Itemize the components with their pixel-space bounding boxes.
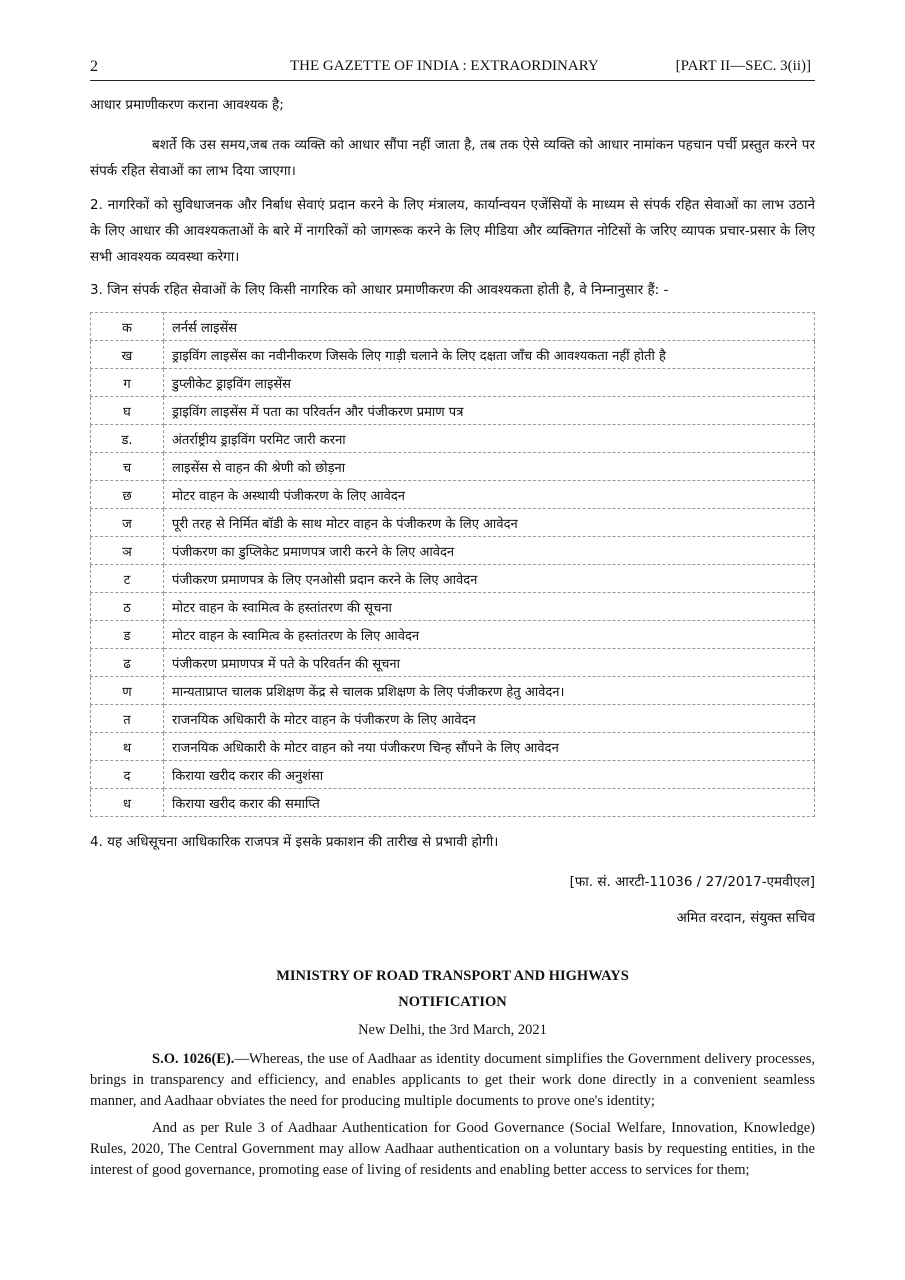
table-row xyxy=(91,593,815,621)
item-text: मोटर वाहन के स्वामित्व के हस्तांतरण के लिए आवेदन xyxy=(164,621,815,649)
table-row xyxy=(91,425,815,453)
item-text: किराया खरीद करार की अनुशंसा xyxy=(164,761,815,789)
table-row xyxy=(91,509,815,537)
item-letter: ड xyxy=(91,621,164,649)
item-letter: ठ xyxy=(91,593,164,621)
services-table xyxy=(90,312,815,817)
gazette-title: THE GAZETTE OF INDIA : EXTRAORDINARY xyxy=(290,58,599,74)
place-date: New Delhi, the 3rd March, 2021 xyxy=(358,1022,547,1038)
table-row xyxy=(91,565,815,593)
page-number: 2 xyxy=(90,58,98,75)
table-row xyxy=(91,705,815,733)
signatory: अमित वरदान, संयुक्त सचिव xyxy=(676,910,815,926)
item-text: डुप्लीकेट ड्राइविंग लाइसेंस xyxy=(164,369,815,397)
item-letter: क xyxy=(91,313,164,341)
table-row xyxy=(91,733,815,761)
table-row xyxy=(91,341,815,369)
item-letter: ख xyxy=(91,341,164,369)
item-letter: च xyxy=(91,453,164,481)
item-letter: ढ xyxy=(91,649,164,677)
hindi-proviso: बशर्ते कि उस समय,जब तक व्यक्ति को आधार सौंपा नहीं जाता है, तब तक ऐसे व्यक्ति को आधार नामांकन पहचान पर्ची प्रस्तुत करने पर संपर्क रहित सेवाओं का लाभ दिया जाएगा। xyxy=(90,137,815,179)
item-text: अंतर्राष्ट्रीय ड्राइविंग परमिट जारी करना xyxy=(164,425,815,453)
table-row xyxy=(91,789,815,817)
item-text: पंजीकरण प्रमाणपत्र में पते के परिवर्तन की सूचना xyxy=(164,649,815,677)
table-row xyxy=(91,621,815,649)
item-text: मान्यताप्राप्त चालक प्रशिक्षण केंद्र से चालक प्रशिक्षण के लिए पंजीकरण हेतु आवेदन। xyxy=(164,677,815,705)
item-letter: ध xyxy=(91,789,164,817)
item-letter: ट xyxy=(91,565,164,593)
item-text: मोटर वाहन के स्वामित्व के हस्तांतरण की सूचना xyxy=(164,593,815,621)
item-text: पूरी तरह से निर्मित बॉडी के साथ मोटर वाहन के पंजीकरण के लिए आवेदन xyxy=(164,509,815,537)
item-letter: ञ xyxy=(91,537,164,565)
table-row xyxy=(91,677,815,705)
hindi-para-2: 2. नागरिकों को सुविधाजनक और निर्बाध सेवाएं प्रदान करने के लिए मंत्रालय, कार्यान्वयन एजेंसियों के माध्यम से संपर्क रहित सेवाओं का लाभ उठाने के लिए आधार की आवश्यकताओं के बारे में नागरिकों को जागरूक करने के लिए मीडिया और व्यक्तिगत नोटिसों के जरिए व्यापक प्रचार-प्रसार के लिए सभी आवश्यक व्यवस्था करेगा। xyxy=(90,197,815,265)
hindi-para-4: 4. यह अधिसूचना आधिकारिक राजपत्र में इसके प्रकाशन की तारीख से प्रभावी होगी। xyxy=(90,834,499,850)
item-letter: घ xyxy=(91,397,164,425)
notification-heading: NOTIFICATION xyxy=(398,994,507,1010)
hindi-line-top: आधार प्रमाणीकरण कराना आवश्यक है; xyxy=(90,97,284,113)
item-letter: द xyxy=(91,761,164,789)
english-para-1 xyxy=(90,1049,815,1112)
item-letter: छ xyxy=(91,481,164,509)
hindi-para-3: 3. जिन संपर्क रहित सेवाओं के लिए किसी नागरिक को आधार प्रमाणीकरण की आवश्यकता होती है, वे निम्नानुसार हैं: - xyxy=(90,282,669,298)
so-number: S.O. 1026(E). xyxy=(152,1051,235,1067)
english-para-1-text: —Whereas, the use of Aadhaar as identity document simplifies the Government delivery processes, brings in transparency and efficiency, and enables applicants to get their work done directly in a convenient seamless manner, and Aadhaar obviates the need for producing multiple documents to prove one's identity; xyxy=(90,1051,815,1109)
item-text: ड्राइविंग लाइसेंस का नवीनीकरण जिसके लिए गाड़ी चलाने के लिए दक्षता जाँच की आवश्यकता नहीं होती है xyxy=(164,341,815,369)
file-number: [फा. सं. आरटी-11036 / 27/2017-एमवीएल] xyxy=(569,874,815,890)
item-letter: थ xyxy=(91,733,164,761)
table-row xyxy=(91,369,815,397)
table-row xyxy=(91,649,815,677)
item-text: मोटर वाहन के अस्थायी पंजीकरण के लिए आवेदन xyxy=(164,481,815,509)
item-text: लाइसेंस से वाहन की श्रेणी को छोड़ना xyxy=(164,453,815,481)
item-letter: ज xyxy=(91,509,164,537)
item-text: ड्राइविंग लाइसेंस में पता का परिवर्तन और पंजीकरण प्रमाण पत्र xyxy=(164,397,815,425)
item-text: राजनयिक अधिकारी के मोटर वाहन के पंजीकरण के लिए आवेदन xyxy=(164,705,815,733)
table-row xyxy=(91,761,815,789)
item-text: लर्नर्स लाइसेंस xyxy=(164,313,815,341)
item-letter: ड. xyxy=(91,425,164,453)
item-letter: ग xyxy=(91,369,164,397)
table-row xyxy=(91,313,815,341)
item-text: पंजीकरण का डुप्लिकेट प्रमाणपत्र जारी करने के लिए आवेदन xyxy=(164,537,815,565)
table-row xyxy=(91,453,815,481)
table-row xyxy=(91,481,815,509)
table-row xyxy=(91,397,815,425)
item-text: किराया खरीद करार की समाप्ति xyxy=(164,789,815,817)
item-text: राजनयिक अधिकारी के मोटर वाहन को नया पंजीकरण चिन्ह सौंपने के लिए आवेदन xyxy=(164,733,815,761)
item-letter: ण xyxy=(91,677,164,705)
english-para-2: And as per Rule 3 of Aadhaar Authentication for Good Governance (Social Welfare, Innovation, Knowledge) Rules, 2020, The Central Government may allow Aadhaar authentication on a voluntary basis by requesting entities, in the interest of good governance, promoting ease of living of residents and enabling better access to services for them; xyxy=(90,1120,815,1178)
ministry-heading: MINISTRY OF ROAD TRANSPORT AND HIGHWAYS xyxy=(276,968,629,984)
table-row xyxy=(91,537,815,565)
page-header xyxy=(90,56,815,81)
part-section: [PART II—SEC. 3(ii)] xyxy=(675,58,811,74)
item-text: पंजीकरण प्रमाणपत्र के लिए एनओसी प्रदान करने के लिए आवेदन xyxy=(164,565,815,593)
item-letter: त xyxy=(91,705,164,733)
